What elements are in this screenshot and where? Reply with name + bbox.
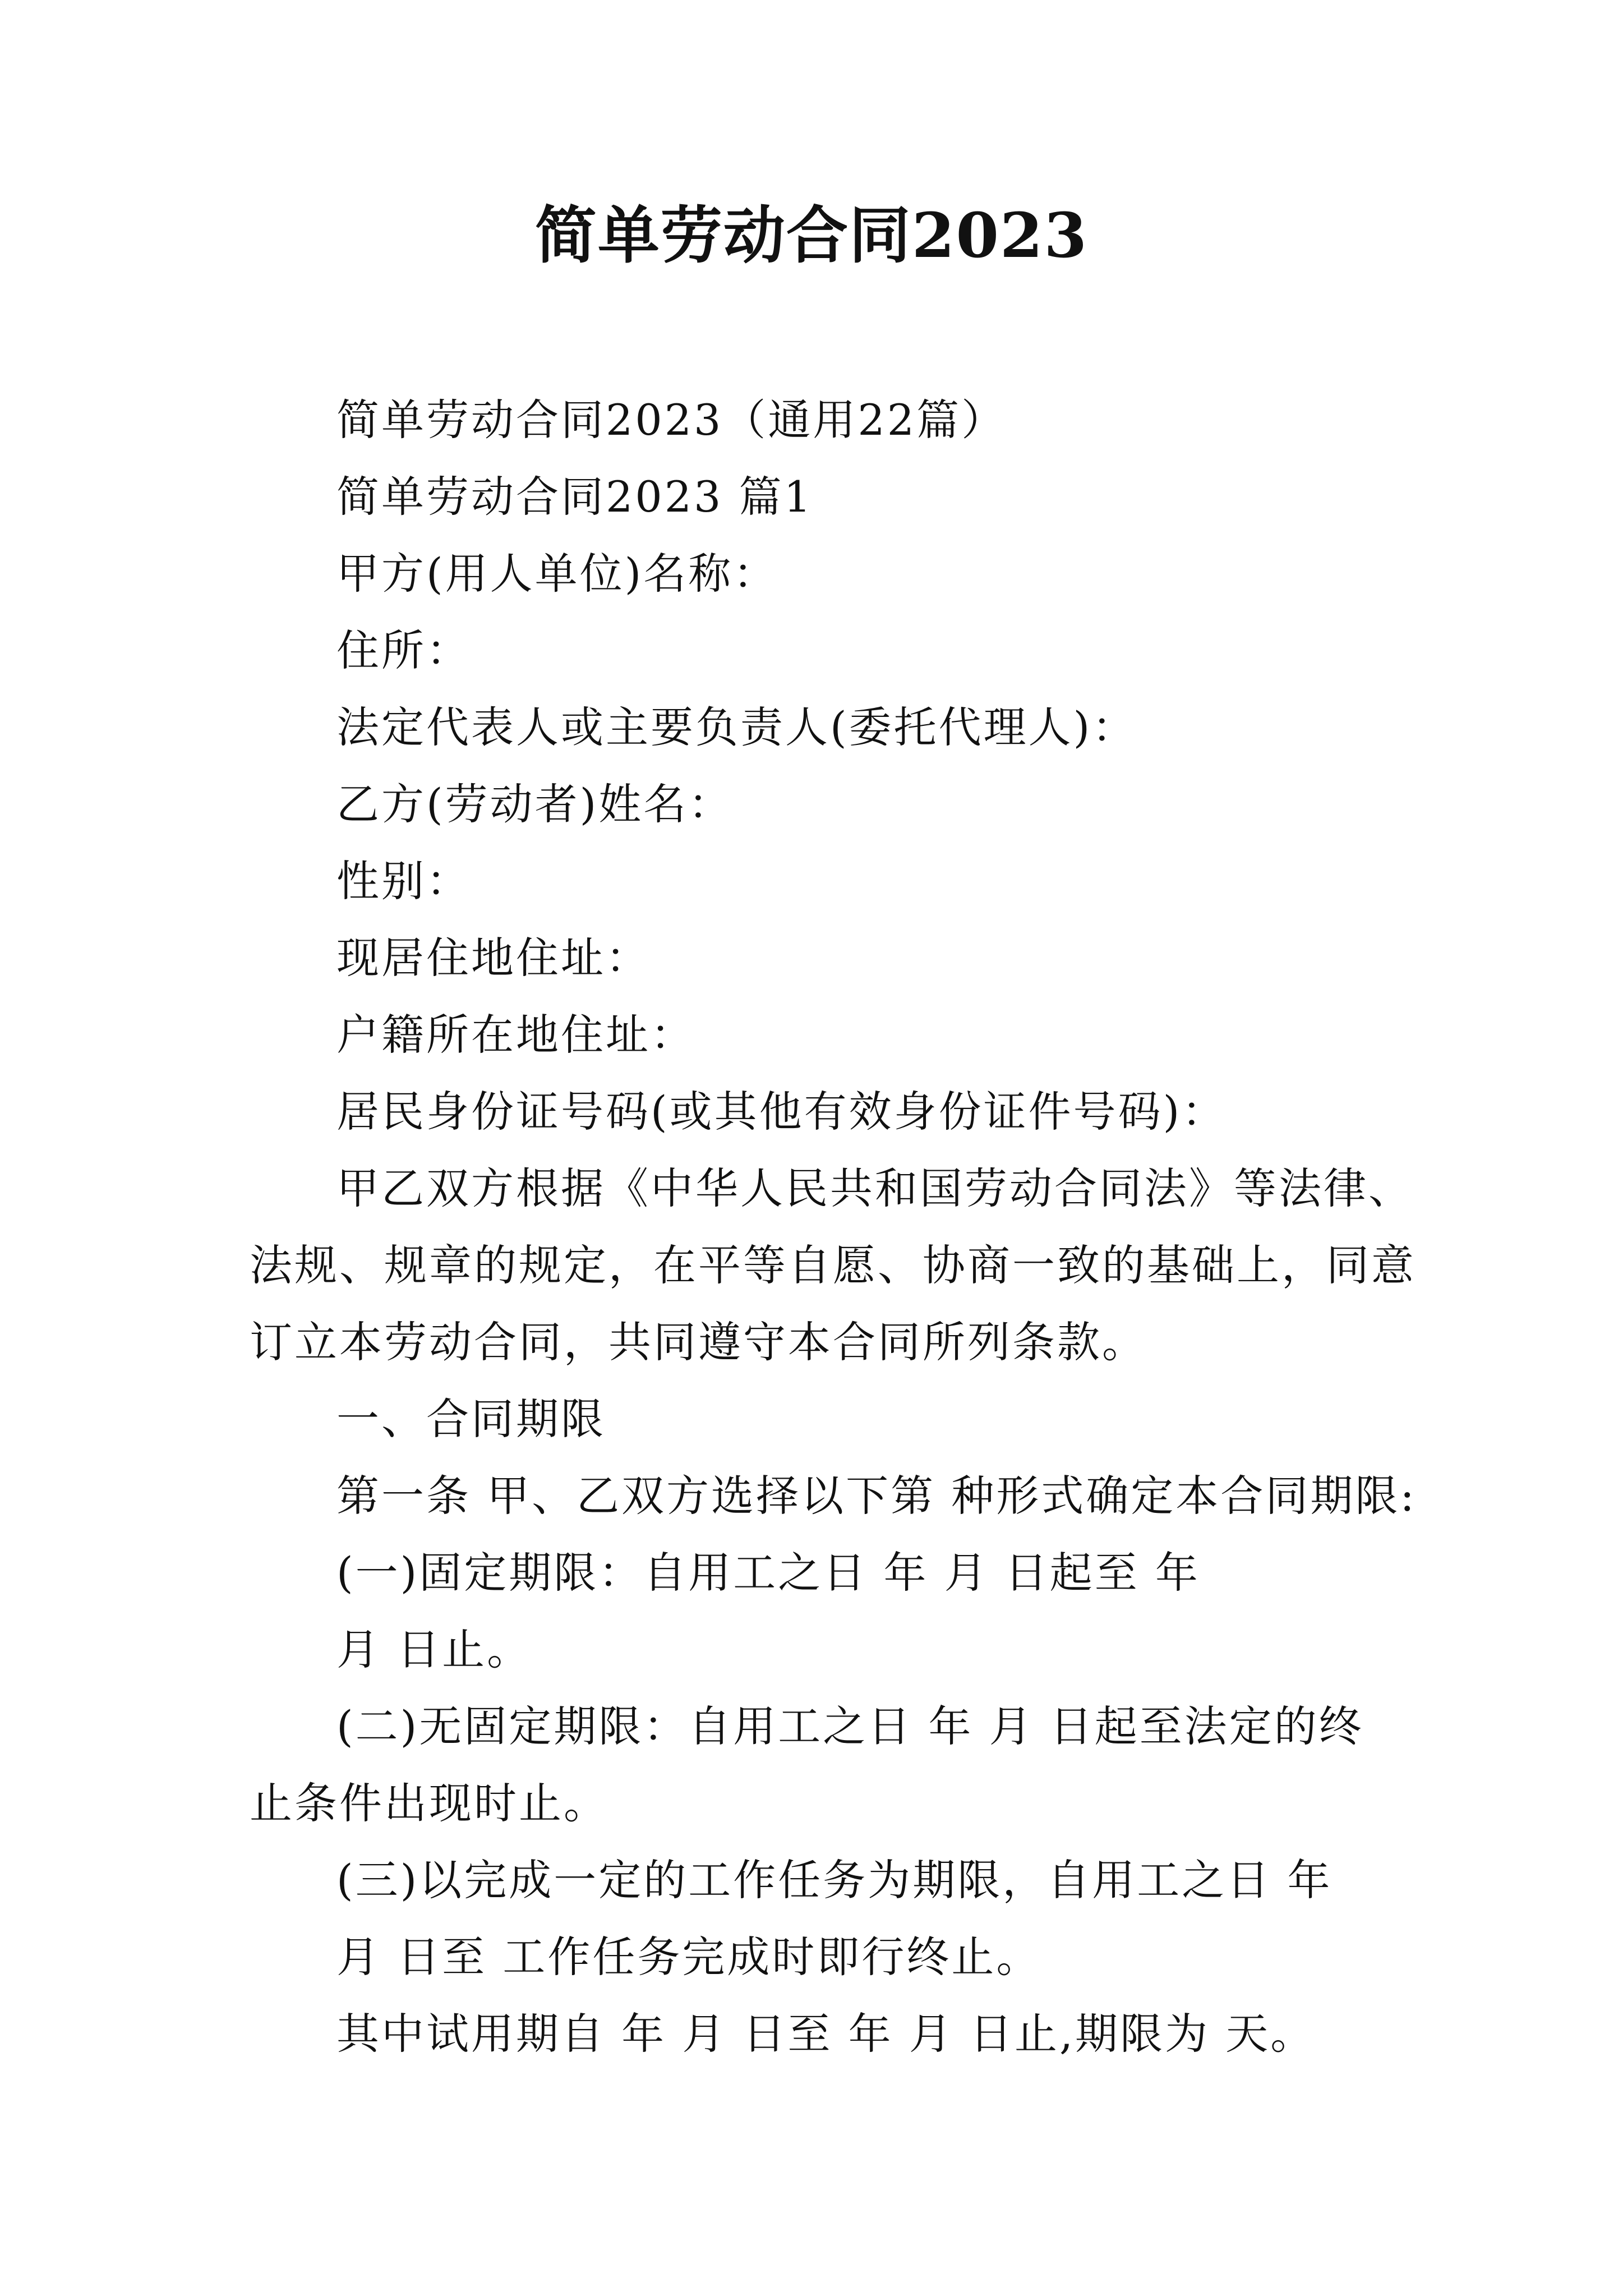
paragraph-line: (一)固定期限：自用工之日 年 月 日起至 年 — [336, 1548, 1200, 1598]
document-body — [250, 381, 1417, 2072]
paragraph-line: 一、合同期限 — [336, 1394, 606, 1444]
paragraph-line: 甲方(用人单位)名称： — [336, 549, 778, 599]
document-title: 简单劳动合同2023 — [534, 199, 1089, 272]
paragraph-line: 月 日止。 — [336, 1625, 532, 1674]
paragraph-line: 简单劳动合同2023 篇1 — [336, 472, 813, 522]
paragraph-line: 第一条 甲、乙双方选择以下第 种形式确定本合同期限: — [336, 1471, 1417, 1521]
paragraph-line: 其中试用期自 年 月 日至 年 月 日止,期限为 天。 — [336, 2009, 1316, 2059]
paragraph-line: 甲乙双方根据《中华人民共和国劳动合同法》等法律、 — [336, 1163, 1413, 1213]
paragraph-line: 订立本劳动合同，共同遵守本合同所列条款。 — [250, 1317, 1147, 1367]
paragraph-line: (二)无固定期限：自用工之日 年 月 日起至法定的终 — [336, 1701, 1364, 1751]
paragraph-line: 简单劳动合同2023（通用22篇） — [336, 395, 1007, 445]
paragraph-line: 法规、规章的规定，在平等自愿、协商一致的基础上，同意 — [250, 1240, 1416, 1290]
paragraph-line: 住所： — [336, 625, 471, 675]
paragraph-line: (三)以完成一定的工作任务为期限，自用工之日 年 — [336, 1855, 1332, 1905]
paragraph-line: 月 日至 工作任务完成时即行终止。 — [336, 1932, 1041, 1982]
paragraph-line: 现居住地住址： — [336, 933, 651, 983]
paragraph-line: 性别： — [336, 856, 471, 906]
paragraph-line: 居民身份证号码(或其他有效身份证件号码)： — [336, 1087, 1227, 1137]
paragraph-line: 法定代表人或主要负责人(委托代理人)： — [336, 702, 1137, 752]
paragraph-line: 止条件出现时止。 — [250, 1778, 608, 1828]
paragraph-line: 乙方(劳动者)姓名： — [336, 779, 734, 829]
paragraph-line: 户籍所在地住址： — [336, 1010, 695, 1060]
